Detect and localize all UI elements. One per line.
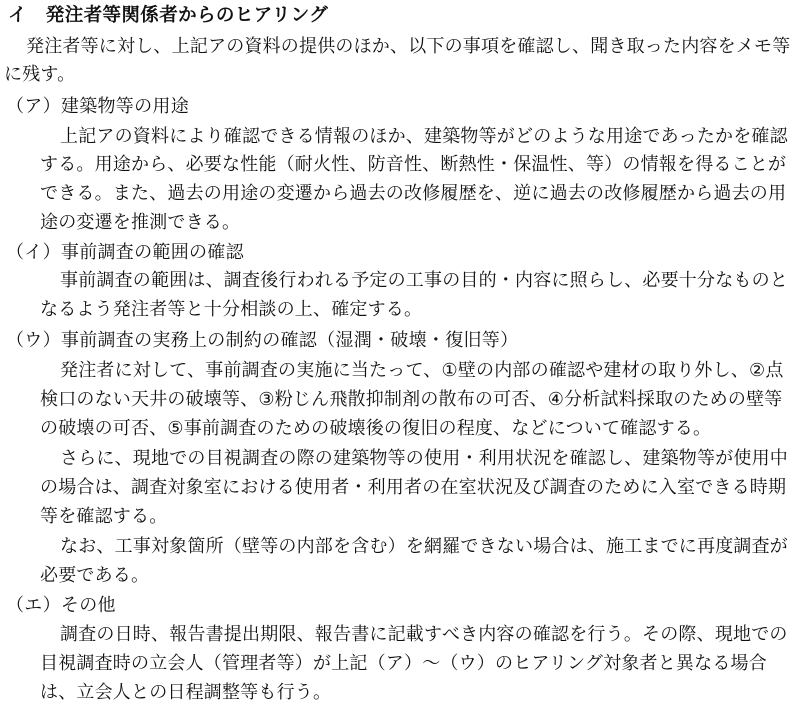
item-a-line-4: 途の変遷を推測できる。 bbox=[40, 212, 241, 233]
section-title: イ 発注者等関係者からのヒアリング bbox=[8, 5, 329, 26]
item-u-title: （ウ）事前調査の実務上の制約の確認（湿潤・破壊・復旧等） bbox=[6, 330, 519, 351]
item-u-line-1: 発注者に対して、事前調査の実施に当たって、①壁の内部の確認や建材の取り外し、②点 bbox=[60, 360, 784, 381]
item-e-line-3: は、立会人との日程調整等も行う。 bbox=[40, 682, 332, 703]
item-u-line-5: の場合は、調査対象室における使用者・利用者の在室状況及び調査のために入室できる時期 bbox=[40, 477, 787, 498]
item-u-line-4: さらに、現地での目視調査の際の建築物等の使用・利用状況を確認し、建築物等が使用中 bbox=[60, 448, 788, 469]
item-a-line-3: できる。また、過去の用途の変遷から過去の改修履歴を、逆に過去の改修履歴から過去の用 bbox=[40, 183, 787, 204]
item-e-line-2: 目視調査時の立会人（管理者等）が上記（ア）～（ウ）のヒアリング対象者と異なる場合 bbox=[40, 653, 767, 674]
item-i-title: （イ）事前調査の範囲の確認 bbox=[6, 242, 244, 263]
item-u-line-8: 必要である。 bbox=[40, 565, 150, 586]
intro-line-1: 発注者等に対し、上記アの資料の提供のほか、以下の事項を確認し、聞き取った内容をメモ等 bbox=[26, 36, 791, 57]
item-i-line-2: なるよう発注者等と十分相談の上、確定する。 bbox=[40, 299, 423, 320]
item-u-line-3: の破壊の可否、⑤事前調査のための破壊後の復旧の程度、などについて確認する。 bbox=[40, 418, 712, 439]
item-e-title: （エ）その他 bbox=[6, 595, 116, 616]
item-u-line-7: なお、工事対象箇所（壁等の内部を含む）を網羅できない場合は、施工までに再度調査が bbox=[60, 536, 788, 557]
item-a-title: （ア）建築物等の用途 bbox=[6, 96, 189, 117]
item-a-line-2: する。用途から、必要な性能（耐火性、防音性、断熱性・保温性、等）の情報を得ることが bbox=[40, 154, 787, 175]
item-a-line-1: 上記アの資料により確認できる情報のほか、建築物等がどのような用途であったかを確認 bbox=[60, 126, 788, 147]
item-u-line-2: 検口のない天井の破壊等、③粉じん飛散抑制剤の散布の可否、④分析試料採取のための壁等 bbox=[40, 389, 783, 410]
item-e-line-1: 調査の日時、報告書提出期限、報告書に記載すべき内容の確認を行う。その際、現地での bbox=[60, 624, 788, 645]
intro-line-2: に残す。 bbox=[4, 64, 76, 85]
item-i-line-1: 事前調査の範囲は、調査後行われる予定の工事の目的・内容に照らし、必要十分なものと bbox=[60, 270, 788, 291]
item-u-line-6: 等を確認する。 bbox=[40, 506, 168, 527]
